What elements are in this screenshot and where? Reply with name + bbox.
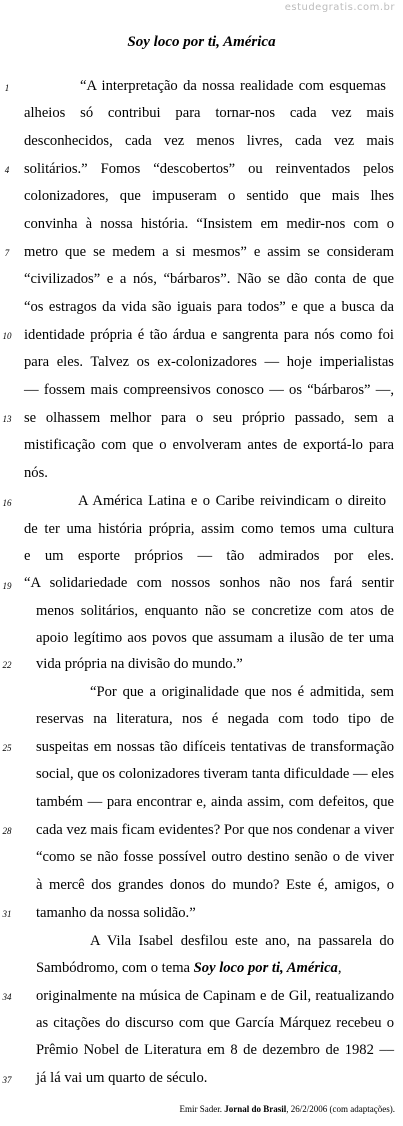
text-line: reservas na literatura, nos é negada com todo tipo de [36, 711, 394, 727]
text-line: à mercê dos grandes donos do mundo? Este é, amigos, o [36, 877, 394, 893]
text-fragment: , [337, 960, 342, 976]
line-number: 4 [4, 165, 10, 175]
text-line: originalmente na música de Capinam e de Gil, reatualizando [36, 988, 394, 1004]
line-number: 16 [2, 498, 12, 508]
text-line: “A solidariedade com nossos sonhos não nos fará sentir [24, 575, 394, 591]
line-number: 1 [4, 83, 10, 93]
text-line: “como se não fosse possível outro destino senão o de viver [36, 849, 394, 865]
text-line: colonizadores, que impuseram o sentido que mais lhes [24, 188, 394, 204]
text-line: convinha à nossa história. “Insistem em medir-nos com o [24, 216, 394, 232]
text-line: suspeitas em nossas tão difíceis tentativas de transformação [36, 739, 394, 755]
text-line: as citações do discurso com que García Márquez recebeu o [36, 1015, 394, 1031]
text-line: “os estragos da vida são iguais para todos” e que a busca da [24, 299, 394, 315]
text-fragment: Sambódromo, com o tema [36, 960, 194, 976]
source-journal: Jornal do Brasil [224, 1104, 287, 1114]
text-line: — fossem mais compreensivos conosco — os “bárbaros” —, [24, 382, 394, 398]
text-line: mistificação com que o envolveram antes de exportá-lo para [24, 437, 394, 453]
line-number: 34 [2, 992, 12, 1002]
text-line: vida própria na divisão do mundo.” [36, 656, 243, 672]
source-details: , 26/2/2006 (com adaptações). [286, 1104, 395, 1114]
line-number: 37 [2, 1075, 12, 1085]
text-line: tamanho da nossa solidão.” [36, 905, 196, 921]
text-line: “civilizados” e a nós, “bárbaros”. Não se dão conta de que [24, 271, 394, 287]
text-line: identidade própria é tão árdua e sangrenta para nós como foi [24, 327, 394, 343]
text-line: nós. [24, 465, 48, 481]
text-line: social, que os colonizadores tiveram tanta dificuldade — eles [36, 766, 394, 782]
text-line: se olhassem melhor para o seu próprio passado, sem a [24, 410, 394, 426]
line-number: 13 [2, 414, 12, 424]
text-line [36, 958, 394, 978]
text-line: já lá vai um quarto de século. [36, 1070, 208, 1086]
source-citation [180, 1104, 395, 1114]
text-line: apoio legítimo aos povos que assumam a ilusão de ter uma [36, 630, 394, 646]
watermark: estudegratis.com.br [284, 2, 395, 13]
text-line: menos solitários, enquanto não se concretize com atos de [36, 603, 394, 619]
text-line: desconhecidos, cada vez menos livres, cada vez mais [24, 133, 394, 149]
source-author: Emir Sader. [179, 1104, 223, 1114]
line-number: 25 [2, 743, 12, 753]
text-line: também — para encontrar e, ainda assim, com defeitos, que [36, 794, 394, 810]
text-line: “Por que a originalidade que nos é admitida, sem [90, 684, 394, 700]
text-line: A Vila Isabel desfilou este ano, na passarela do [90, 933, 394, 949]
text-title: Soy loco por ti, América [127, 34, 276, 50]
line-number: 28 [2, 826, 12, 836]
text-line: “A interpretação da nossa realidade com esquemas [80, 78, 386, 94]
line-number: 22 [2, 660, 12, 670]
text-line: A América Latina e o Caribe reivindicam o direito [78, 493, 386, 509]
text-line: para eles. Talvez os ex-colonizadores — hoje imperialistas [24, 354, 394, 370]
text-line: cada vez mais ficam evidentes? Por que nos condenar a viver [36, 822, 394, 838]
text-line: solitários.” Fomos “descobertos” ou reinventados pelos [24, 161, 394, 177]
line-number: 7 [4, 248, 10, 258]
text-line: e um esporte próprios — tão admirados por eles. [24, 548, 394, 564]
text-line: alheios só contribui para tornar-nos cada vez mais [24, 105, 394, 121]
text-line: Prêmio Nobel de Literatura em 8 de dezembro de 1982 –– [36, 1042, 394, 1058]
line-number: 10 [2, 331, 12, 341]
line-number: 19 [2, 581, 12, 591]
line-number: 31 [2, 909, 12, 919]
inline-title: Soy loco por ti, América [193, 960, 338, 976]
text-line: de ter uma história própria, assim como temos uma cultura [24, 521, 394, 537]
text-line: metro que se medem a si mesmos” e assim se consideram [24, 244, 394, 260]
